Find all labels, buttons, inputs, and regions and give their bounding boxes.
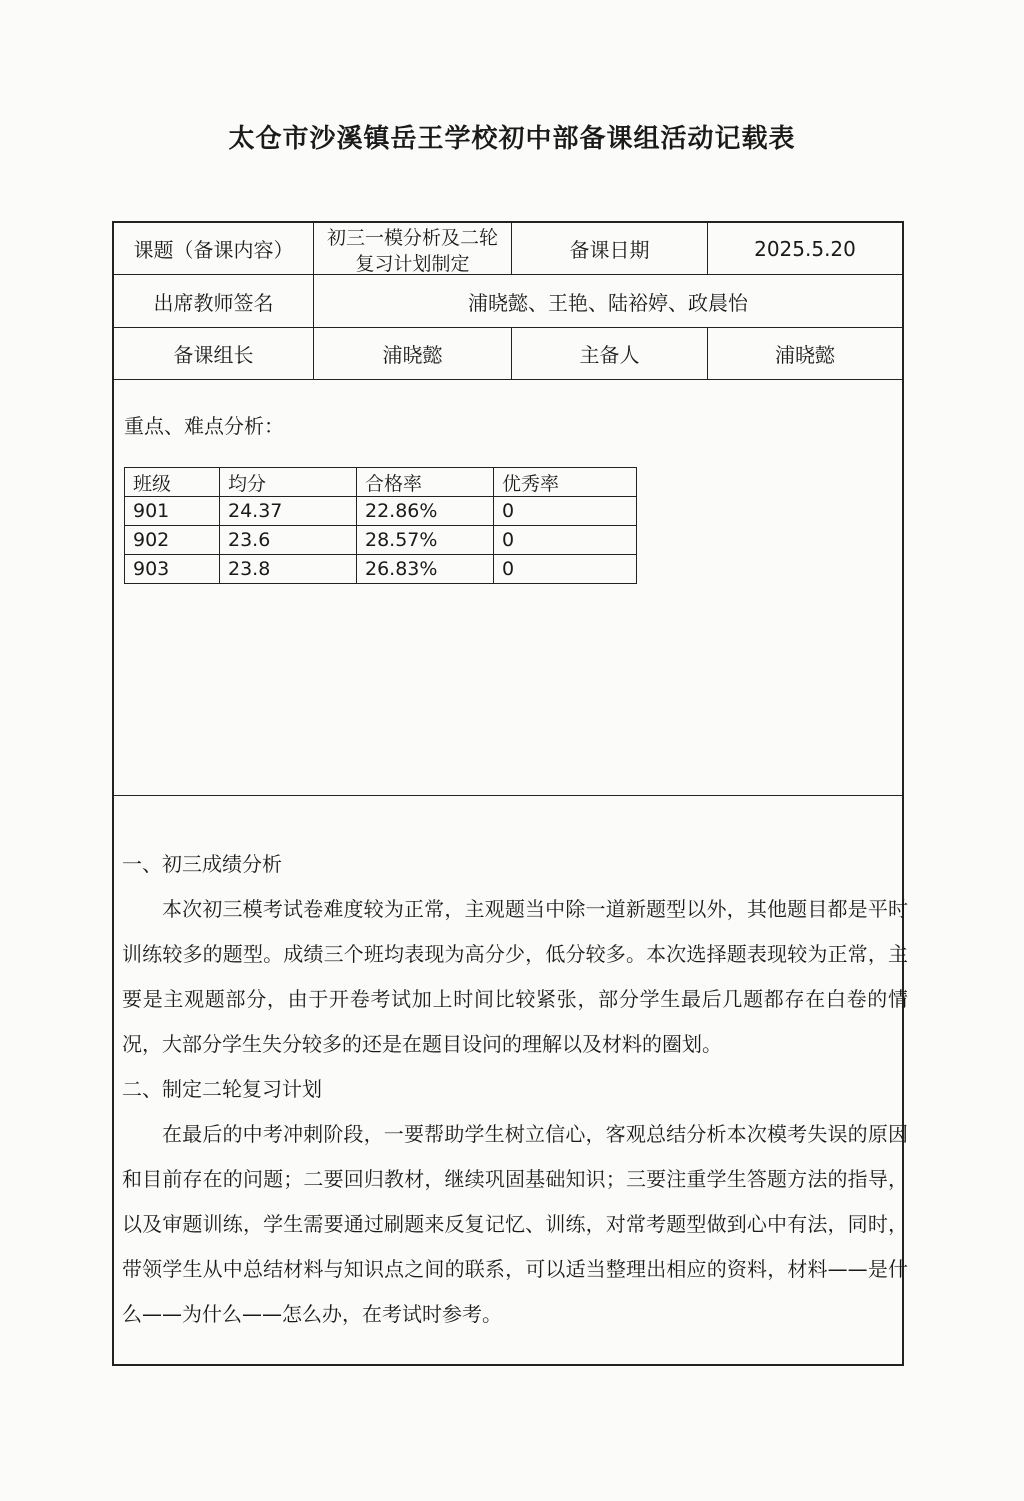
leader-label: 备课组长 — [114, 328, 314, 380]
analysis-label: 重点、难点分析： — [124, 414, 284, 438]
scores-table — [124, 467, 637, 584]
section2-heading: 二、制定二轮复习计划 — [122, 1077, 322, 1101]
table-cell: 24.37 — [220, 497, 357, 526]
section1-heading: 一、初三成绩分析 — [122, 852, 282, 876]
table-cell: 901 — [125, 497, 220, 526]
date-label: 备课日期 — [512, 223, 708, 275]
table-cell: 0 — [494, 526, 637, 555]
topic-label: 课题（备课内容） — [114, 223, 314, 275]
section2-text: 在最后的中考冲刺阶段，一要帮助学生树立信心，客观总结分析本次模考失误的原因和目前存在的问题；二要回归教材，继续巩固基础知识；三要注重学生答题方法的指导，以及审题训练，学生需要通过刷题来反复记忆、训练，对常考题型做到心中有法，同时，带领学生从中总结材料与知识点之间的联系，可以适当整理出相应的资料，材料——是什么——为什么——怎么办，在考试时参考。 — [122, 1122, 908, 1326]
table-cell: 23.6 — [220, 526, 357, 555]
scores-header-cell: 班级 — [125, 468, 220, 497]
table-cell: 28.57% — [357, 526, 494, 555]
main-prep-label: 主备人 — [512, 328, 708, 380]
table-cell: 903 — [125, 555, 220, 584]
table-cell: 0 — [494, 497, 637, 526]
table-cell: 23.8 — [220, 555, 357, 584]
scores-header-row — [125, 468, 637, 497]
page-title: 太仓市沙溪镇岳王学校初中部备课组活动记载表 — [228, 124, 796, 154]
date-value: 2025.5.20 — [708, 223, 902, 275]
attendees-value: 浦晓懿、王艳、陆裕婷、政晨怡 — [314, 275, 902, 328]
table-cell: 0 — [494, 555, 637, 584]
section1-text: 本次初三模考试卷难度较为正常，主观题当中除一道新题型以外，其他题目都是平时训练较多的题型。成绩三个班均表现为高分少，低分较多。本次选择题表现较为正常，主要是主观题部分，由于开卷考试加上时间比较紧张，部分学生最后几题都存在白卷的情况，大部分学生失分较多的还是在题目设问的理解以及材料的圈划。 — [122, 897, 908, 1056]
scores-header-cell: 均分 — [220, 468, 357, 497]
section-divider — [112, 795, 904, 796]
table-cell: 902 — [125, 526, 220, 555]
table-cell: 22.86% — [357, 497, 494, 526]
scores-header-cell: 优秀率 — [494, 468, 637, 497]
main-prep-value: 浦晓懿 — [708, 328, 902, 380]
table-cell: 26.83% — [357, 555, 494, 584]
leader-value: 浦晓懿 — [314, 328, 512, 380]
attendees-label: 出席教师签名 — [114, 275, 314, 328]
scores-header-cell: 合格率 — [357, 468, 494, 497]
table-row — [125, 555, 637, 584]
content-body — [122, 842, 908, 1337]
topic-value: 初三一模分析及二轮复习计划制定 — [314, 223, 512, 275]
table-row — [125, 526, 637, 555]
table-row — [125, 497, 637, 526]
